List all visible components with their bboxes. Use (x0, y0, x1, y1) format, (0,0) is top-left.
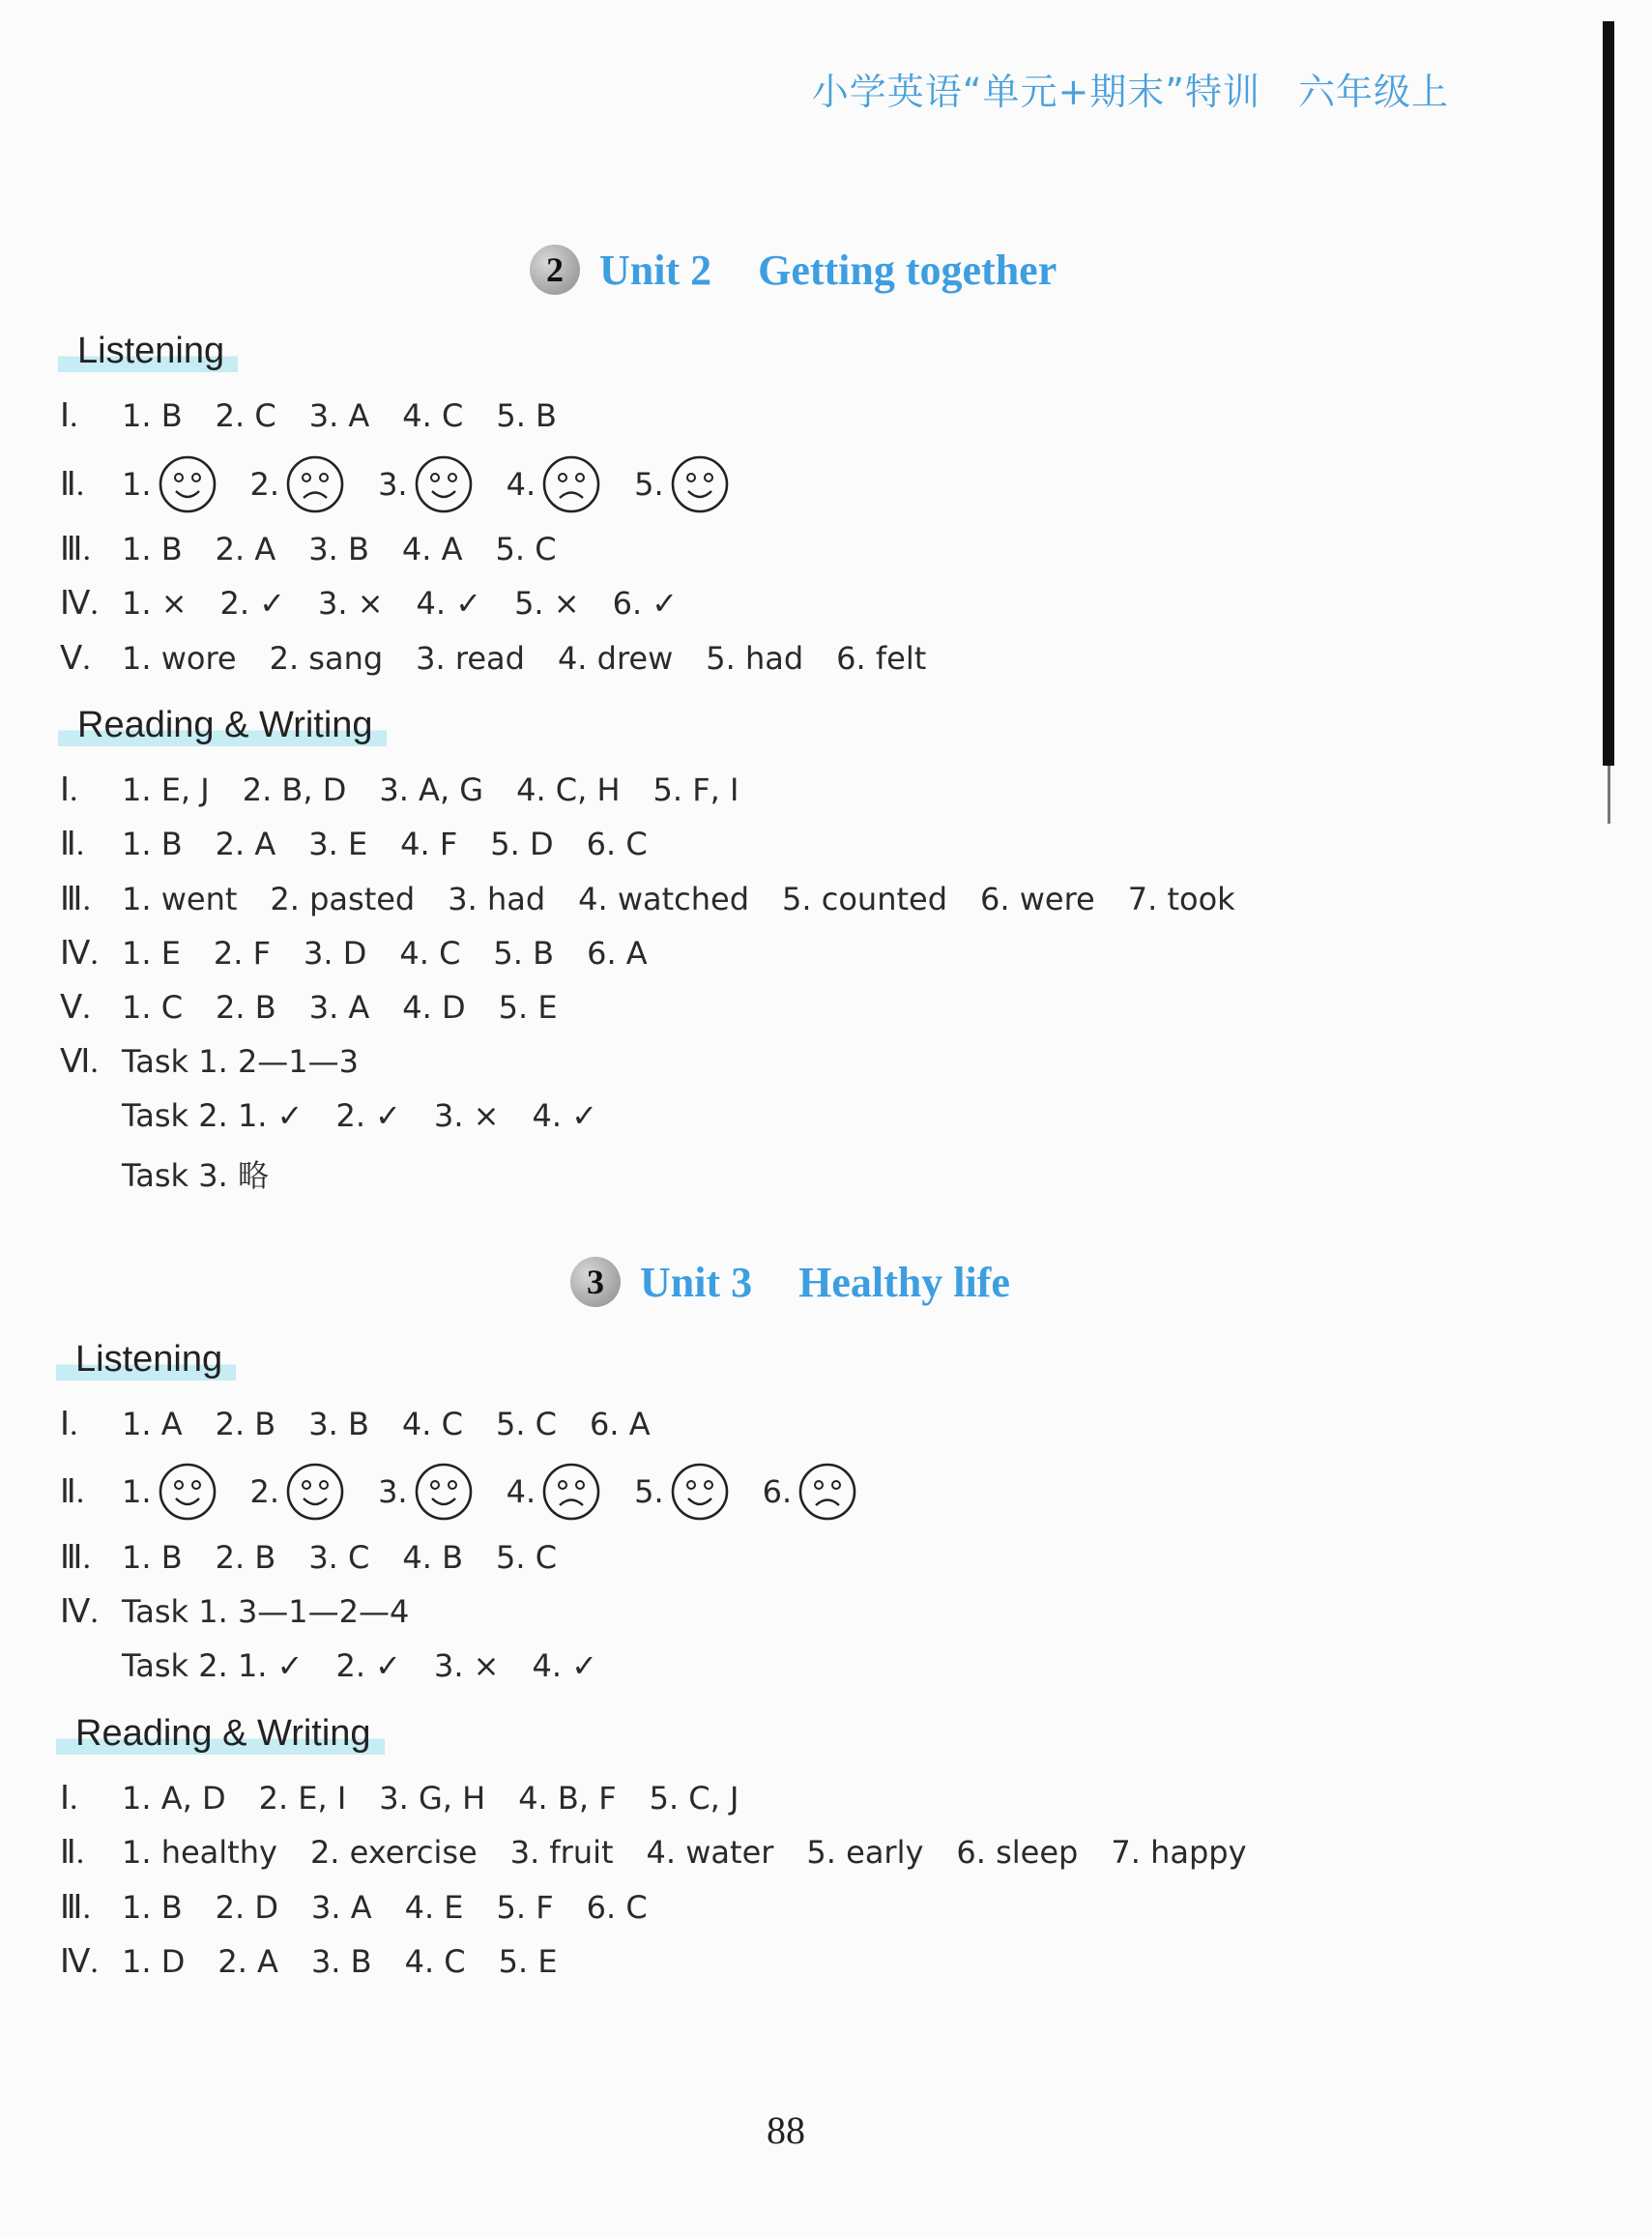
answer-text: 5. (634, 1473, 664, 1510)
answer-text: 7. happy (1111, 1834, 1247, 1871)
question-number: Ⅰ. (60, 1781, 78, 1817)
answer-item (308, 1406, 369, 1442)
face-answer (507, 454, 602, 514)
answer-text: 2. A (217, 1943, 278, 1980)
answer-item (405, 1943, 466, 1980)
question-number: Ⅱ. (60, 1835, 85, 1871)
answer-text: 1. A (122, 1406, 183, 1442)
answer-item (590, 1406, 651, 1442)
answer-item (122, 935, 181, 972)
answer-text: 2. F (213, 935, 272, 972)
face-answer (634, 454, 730, 514)
answer-row-indented (60, 1647, 630, 1684)
answer-text: 3. B (308, 1406, 369, 1442)
answer-text: 5. F (496, 1889, 554, 1926)
answer-text: 4. C, H (516, 771, 621, 808)
question-number: Ⅱ. (60, 467, 85, 503)
smile-face-icon (408, 454, 474, 514)
answer-item (496, 1406, 557, 1442)
answer-item (510, 1834, 614, 1871)
page-edge-shadow (1603, 21, 1614, 766)
answer-text: 2. A (215, 531, 276, 567)
answer-text: 1. × (122, 585, 188, 622)
answer-text: 1. B (122, 1889, 183, 1926)
answer-item (379, 771, 483, 808)
answer-item (270, 881, 415, 917)
answer-row (60, 880, 1268, 918)
answer-row-indented (60, 1097, 630, 1134)
answer-item (653, 771, 739, 808)
question-number: Ⅲ. (60, 882, 91, 917)
answer-row-faces (60, 1462, 890, 1522)
answer-item (1128, 881, 1235, 917)
frown-face-icon (279, 454, 345, 514)
answer-text: 3. (378, 466, 408, 503)
answer-item (956, 1834, 1078, 1871)
answer-text: 5. had (706, 640, 804, 677)
section-label-listening: Listening (58, 331, 238, 372)
answer-row-indented (60, 1151, 302, 1196)
book-title: 小学英语“单元+期末”特训 六年级上 (811, 71, 1449, 113)
answer-text: 2. A (215, 826, 276, 862)
answer-item (335, 1647, 401, 1684)
answer-item (402, 531, 463, 567)
frown-face-icon (792, 1462, 857, 1522)
answer-text: 5. B (493, 935, 555, 972)
unit-title: Healthy life (798, 1258, 1010, 1306)
answer-item (122, 1043, 359, 1080)
answer-item (514, 585, 580, 622)
answer-item (122, 1834, 277, 1871)
face-answer (378, 454, 474, 514)
question-number: Ⅰ. (60, 772, 78, 808)
answer-row (60, 1405, 683, 1443)
answer-item (532, 1647, 597, 1684)
answer-item (309, 397, 370, 434)
answer-item (613, 585, 679, 622)
answer-text: 1. B (122, 826, 183, 862)
answer-item (587, 1889, 648, 1926)
question-number: Ⅵ. (60, 1044, 99, 1080)
frown-face-icon (536, 1462, 601, 1522)
answer-item (216, 989, 276, 1026)
answer-item (216, 1889, 278, 1926)
answer-text: 2. (249, 1473, 280, 1510)
question-number: Ⅳ. (60, 586, 99, 622)
answer-row (60, 1592, 442, 1631)
question-number: Ⅴ. (60, 641, 91, 677)
answer-text: 1. D (122, 1943, 186, 1980)
answer-text: Task 1. 2—1—3 (122, 1043, 360, 1080)
unit-2-heading (530, 245, 1057, 295)
unit-number-badge: 2 (530, 245, 580, 295)
answer-text: 5. C (495, 531, 557, 567)
face-answer (378, 1462, 474, 1522)
answer-text: 5. E (498, 1943, 558, 1980)
question-number: Ⅲ. (60, 1890, 91, 1926)
smile-face-icon (664, 1462, 730, 1522)
answer-text: 5. B (496, 397, 557, 434)
answer-item (496, 1539, 557, 1576)
answer-item (216, 1406, 276, 1442)
answer-text: 3. read (416, 640, 525, 677)
answer-row (60, 1942, 591, 1981)
answer-item (214, 935, 271, 972)
answer-item (122, 1593, 409, 1630)
answer-item (405, 1889, 464, 1926)
answer-row (60, 584, 710, 623)
answer-row (60, 1833, 1280, 1872)
answer-text: 3. A (308, 989, 370, 1026)
answer-row (60, 639, 959, 678)
answer-item (122, 989, 183, 1026)
answer-row (60, 825, 681, 863)
answer-text: 2. ✓ (335, 1097, 401, 1134)
answer-item (122, 640, 237, 677)
answer-item (308, 826, 367, 862)
question-number: Ⅴ. (60, 990, 91, 1026)
smile-face-icon (408, 1462, 474, 1522)
answer-text: 4. ✓ (532, 1647, 597, 1684)
section-label-listening: Listening (56, 1339, 236, 1381)
answer-item (402, 397, 463, 434)
answer-item (806, 1834, 923, 1871)
answer-text: 3. B (310, 1943, 372, 1980)
answer-item (243, 771, 347, 808)
unit-label: Unit 3 (640, 1258, 753, 1306)
answer-item (122, 397, 183, 434)
answer-item (122, 1889, 183, 1926)
question-number: Ⅰ. (60, 398, 78, 434)
question-number: Ⅳ. (60, 936, 99, 972)
unit-label: Unit 2 (599, 246, 712, 294)
answer-item (122, 1647, 303, 1684)
answer-item (532, 1097, 597, 1134)
answer-text: 1. E, J (122, 771, 210, 808)
question-number: Ⅳ. (60, 1944, 99, 1980)
answer-text: 2. exercise (309, 1834, 478, 1871)
answer-item (122, 1780, 226, 1817)
answer-item (318, 585, 384, 622)
answer-text: 2. B (215, 1406, 276, 1442)
answer-text: 2. ✓ (219, 585, 286, 622)
answer-text: 5. (634, 466, 664, 503)
answer-item (122, 1943, 185, 1980)
answer-text: 3. had (448, 881, 546, 917)
question-number: Ⅱ. (60, 827, 85, 862)
unit-title: Getting together (758, 246, 1058, 294)
answer-text: 4. D (402, 989, 466, 1026)
answer-item (335, 1097, 401, 1134)
answer-row (60, 934, 681, 973)
answer-item (496, 397, 557, 434)
answer-text: 1. wore (122, 640, 237, 677)
answer-text: 5. × (514, 585, 580, 622)
answer-item (122, 826, 183, 862)
answer-item (310, 1834, 478, 1871)
answer-text: 3. C (308, 1539, 370, 1576)
answer-item (399, 935, 460, 972)
answer-item (308, 531, 369, 567)
face-answer (634, 1462, 730, 1522)
answer-text: 6. sleep (956, 1834, 1079, 1871)
answer-item (650, 1780, 739, 1817)
answer-item (497, 1889, 554, 1926)
answer-item (499, 989, 558, 1026)
answer-text: Task 1. 3—1—2—4 (122, 1593, 410, 1630)
answer-text: 5. C (495, 1406, 557, 1442)
answer-text: 3. A (308, 397, 370, 434)
answer-text: 6. ✓ (612, 585, 679, 622)
answer-text: 4. water (646, 1834, 774, 1871)
answer-text: 1. C (122, 989, 184, 1026)
face-answer (507, 1462, 602, 1522)
answer-item (416, 640, 525, 677)
answer-text: 4. C (402, 397, 464, 434)
answer-text: 2. pasted (270, 881, 416, 917)
answer-text: 3. A, G (379, 771, 484, 808)
answer-text: 3. E (308, 826, 368, 862)
answer-text: 4. E (404, 1889, 464, 1926)
answer-text: Task 2. 1. ✓ (122, 1647, 304, 1684)
answer-item (308, 1539, 369, 1576)
answer-item (216, 397, 276, 434)
answer-text: 1. B (122, 1539, 183, 1576)
face-answer (122, 1462, 217, 1522)
smile-face-icon (664, 454, 730, 514)
answer-item (311, 1889, 372, 1926)
answer-row (60, 530, 590, 568)
answer-text: 4. B (402, 1539, 464, 1576)
face-answer (122, 454, 217, 514)
answer-text: 2. C (215, 397, 276, 434)
answer-item (400, 826, 457, 862)
answer-item (216, 531, 276, 567)
answer-item (558, 640, 673, 677)
answer-text: Task 3. 略 (122, 1157, 269, 1194)
answer-text: 2. D (215, 1889, 278, 1926)
answer-text: 6. C (586, 1889, 648, 1926)
answer-row (60, 396, 590, 435)
answer-item (490, 826, 553, 862)
answer-row (60, 1042, 391, 1081)
answer-text: 4. A (401, 531, 463, 567)
answer-text: 1. B (122, 531, 183, 567)
answer-text: 4. C (401, 1406, 463, 1442)
answer-item (402, 1539, 463, 1576)
answer-text: 2. E, I (258, 1780, 347, 1817)
face-answer (763, 1462, 858, 1522)
answer-text: 1. A, D (122, 1780, 226, 1817)
section-label-reading-writing: Reading & Writing (58, 705, 387, 746)
question-number: Ⅰ. (60, 1407, 78, 1442)
answer-item (782, 881, 947, 917)
answer-item (578, 881, 749, 917)
answer-item (493, 935, 554, 972)
answer-text: 1. B (122, 397, 183, 434)
answer-text: 6. C (586, 826, 648, 862)
answer-text: 3. × (318, 585, 384, 622)
face-answer (250, 1462, 346, 1522)
answer-text: 6. A (587, 935, 648, 972)
answer-text: 1. (122, 1473, 152, 1510)
answer-text: 2. sang (269, 640, 384, 677)
answer-text: 3. (378, 1473, 408, 1510)
answer-item (434, 1097, 500, 1134)
answer-text: 1. went (122, 881, 238, 917)
answer-text: 1. E (122, 935, 181, 972)
answer-item (311, 1943, 372, 1980)
smile-face-icon (279, 1462, 345, 1522)
answer-text: 5. C (496, 1539, 558, 1576)
answer-item (379, 1780, 485, 1817)
answer-item (587, 826, 648, 862)
answer-item (518, 1780, 616, 1817)
answer-text: 3. B (308, 531, 369, 567)
answer-item (434, 1647, 500, 1684)
answer-row (60, 1779, 771, 1817)
answer-row-faces (60, 454, 763, 514)
face-answer (250, 454, 346, 514)
answer-row (60, 771, 771, 809)
answer-text: 3. A (311, 1889, 372, 1926)
answer-item (122, 1151, 269, 1196)
page-number: 88 (767, 2108, 805, 2152)
smile-face-icon (152, 1462, 217, 1522)
answer-item (122, 1539, 183, 1576)
answer-item (402, 1406, 463, 1442)
answer-text: Task 2. 1. ✓ (122, 1097, 304, 1134)
answer-item (216, 1539, 276, 1576)
smile-face-icon (152, 454, 217, 514)
answer-text: 2. B, D (242, 771, 347, 808)
answer-text: 3. × (433, 1097, 500, 1134)
answer-item (122, 1097, 303, 1134)
answer-row (60, 1888, 681, 1927)
answer-item (647, 1834, 774, 1871)
answer-item (706, 640, 803, 677)
answer-item (309, 989, 370, 1026)
frown-face-icon (536, 454, 601, 514)
answer-text: 5. F, I (652, 771, 739, 808)
answer-text: 1. (122, 466, 152, 503)
answer-text: 4. ✓ (416, 585, 482, 622)
section-label-reading-writing: Reading & Writing (56, 1713, 385, 1755)
answer-item (122, 531, 183, 567)
answer-item (980, 881, 1095, 917)
answer-row (60, 988, 591, 1027)
answer-text: 2. B (215, 1539, 276, 1576)
unit-number-badge: 3 (570, 1257, 621, 1307)
answer-text: 6. (762, 1473, 793, 1510)
answer-text: 4. (506, 466, 536, 503)
answer-text: 4. C (404, 1943, 466, 1980)
answer-item (496, 531, 557, 567)
answer-item (122, 1406, 183, 1442)
answer-text: 4. watched (578, 881, 750, 917)
answer-text: 4. B, F (518, 1780, 617, 1817)
answer-row (60, 1538, 590, 1577)
answer-text: 7. took (1127, 881, 1235, 917)
answer-text: 5. counted (782, 881, 948, 917)
answer-text: 4. drew (557, 640, 674, 677)
answer-text: 3. G, H (379, 1780, 486, 1817)
answer-text: 6. felt (836, 640, 927, 677)
answer-text: 5. C, J (649, 1780, 739, 1817)
answer-item (122, 881, 237, 917)
answer-text: 3. fruit (509, 1834, 614, 1871)
unit-3-heading (570, 1257, 1010, 1307)
answer-item (259, 1780, 347, 1817)
answer-text: 2. (249, 466, 280, 503)
answer-item (216, 826, 276, 862)
answer-text: 5. E (498, 989, 558, 1026)
question-number: Ⅱ. (60, 1474, 85, 1510)
answer-text: 6. were (980, 881, 1095, 917)
answer-text: 3. D (304, 935, 367, 972)
answer-item (402, 989, 465, 1026)
answer-item (220, 585, 286, 622)
answer-item (448, 881, 545, 917)
answer-text: 3. × (433, 1647, 500, 1684)
answer-item (304, 935, 366, 972)
answer-text: 6. A (590, 1406, 651, 1442)
question-number: Ⅳ. (60, 1594, 99, 1630)
question-number: Ⅲ. (60, 1540, 91, 1576)
answer-text: 4. F (400, 826, 458, 862)
answer-text: 1. healthy (122, 1834, 277, 1871)
answer-item (217, 1943, 278, 1980)
answer-text: 4. C (399, 935, 461, 972)
answer-item (516, 771, 620, 808)
answer-item (499, 1943, 558, 1980)
answer-item (836, 640, 926, 677)
answer-item (587, 935, 648, 972)
answer-text: 2. B (216, 989, 276, 1026)
question-number: Ⅲ. (60, 532, 91, 567)
answer-text: 4. (506, 1473, 536, 1510)
answer-item (122, 585, 188, 622)
answer-item (270, 640, 384, 677)
answer-text: 4. ✓ (532, 1097, 597, 1134)
answer-item (1111, 1834, 1246, 1871)
answer-text: 2. ✓ (335, 1647, 401, 1684)
answer-item (417, 585, 482, 622)
answer-text: 5. D (490, 826, 554, 862)
answer-item (122, 771, 210, 808)
page-edge-shadow-tail (1608, 766, 1610, 824)
answer-text: 5. early (806, 1834, 924, 1871)
